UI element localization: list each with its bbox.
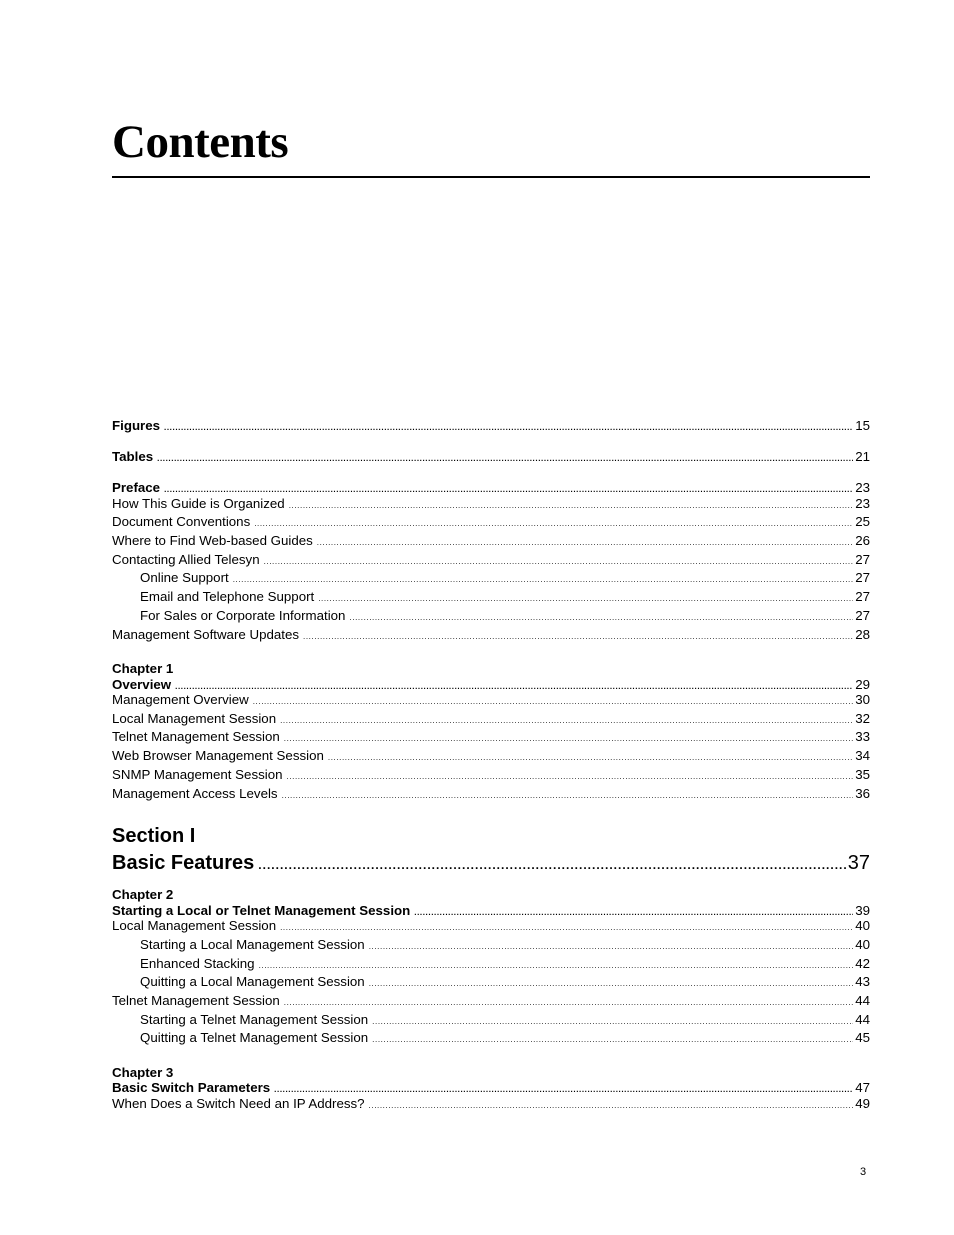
chapter-heading: Chapter 3 (112, 1065, 174, 1080)
toc-entry-page: 30 (855, 692, 870, 707)
toc-entry[interactable] (112, 532, 870, 550)
toc-entry-label: Management Software Updates (112, 627, 300, 642)
toc-entry-label: Quitting a Local Management Session (140, 974, 365, 989)
toc-entry-label: Telnet Management Session (112, 729, 280, 744)
leader-dots (280, 919, 853, 937)
toc-entry[interactable] (112, 513, 870, 531)
toc-entry-page: 27 (855, 570, 870, 585)
toc-entry-page: 37 (847, 852, 870, 874)
leader-dots (369, 1097, 854, 1115)
toc-subentry[interactable] (112, 955, 870, 973)
toc-entry-label: Web Browser Management Session (112, 748, 324, 763)
toc-entry-label: Online Support (140, 570, 229, 585)
toc-entry-label: Quitting a Telnet Management Session (140, 1030, 369, 1045)
toc-entry[interactable] (112, 766, 870, 784)
toc-entry-page: 29 (855, 677, 870, 692)
page-number: 3 (860, 1166, 867, 1178)
toc-entry-page: 40 (855, 918, 870, 933)
toc-entry-page: 42 (855, 956, 870, 971)
chapter-heading: Chapter 1 (112, 661, 174, 676)
toc-entry-page: 45 (855, 1030, 870, 1045)
toc-subentry[interactable] (112, 588, 870, 606)
toc-entry-label: Email and Telephone Support (140, 589, 315, 604)
toc-subentry[interactable] (112, 973, 870, 991)
toc-entry-label: Basic Switch Parameters (112, 1080, 271, 1095)
toc-entry-page: 26 (855, 533, 870, 548)
toc-entry-label: How This Guide is Organized (112, 496, 285, 511)
toc-entry-label: Local Management Session (112, 711, 277, 726)
leader-dots (254, 515, 853, 533)
leader-dots (233, 571, 854, 589)
toc-entry-page: 27 (855, 552, 870, 567)
toc-entry[interactable] (112, 728, 870, 746)
toc-entry-page: 49 (855, 1096, 870, 1111)
toc-entry-page: 44 (855, 993, 870, 1008)
toc-subentry[interactable] (112, 936, 870, 954)
toc-entry-figures[interactable] (112, 417, 870, 435)
toc-entry-page: 33 (855, 729, 870, 744)
leader-dots (284, 994, 853, 1012)
toc-entry-label: Where to Find Web-based Guides (112, 533, 313, 548)
toc-entry-page: 47 (855, 1080, 870, 1095)
toc-entry-page: 27 (855, 608, 870, 623)
toc-entry[interactable] (112, 495, 870, 513)
toc-entry-page: 23 (855, 496, 870, 511)
page-title: Contents (112, 116, 289, 168)
toc-entry-page: 32 (855, 711, 870, 726)
leader-dots (253, 693, 853, 711)
toc-entry-label: When Does a Switch Need an IP Address? (112, 1096, 365, 1111)
toc-entry-label: Starting a Telnet Management Session (140, 1012, 369, 1027)
leader-dots (328, 749, 853, 767)
toc-entry-page: 25 (855, 514, 870, 529)
toc-subentry[interactable] (112, 1029, 870, 1047)
leader-dots (286, 768, 853, 786)
toc-entry-page: 15 (855, 418, 870, 433)
toc-subentry[interactable] (112, 1011, 870, 1029)
leader-dots (349, 609, 853, 627)
toc-entry-label: Management Access Levels (112, 786, 278, 801)
toc-entry-section-title[interactable] (112, 850, 870, 876)
toc-entry-label: For Sales or Corporate Information (140, 608, 346, 623)
toc-entry-page: 39 (855, 903, 870, 918)
toc-entry-label: Figures (112, 418, 161, 433)
toc-entry-label: Starting a Local Management Session (140, 937, 365, 952)
section-heading: Section I (112, 825, 196, 847)
chapter-heading: Chapter 2 (112, 887, 174, 902)
toc-subentry[interactable] (112, 607, 870, 625)
leader-dots (258, 852, 845, 878)
toc-entry-label: Preface (112, 480, 161, 495)
toc-entry-page: 36 (855, 786, 870, 801)
leader-dots (303, 628, 853, 646)
toc-entry[interactable] (112, 551, 870, 569)
toc-entry-label: Overview (112, 677, 172, 692)
toc-entry-label: Management Overview (112, 692, 249, 707)
toc-entry[interactable] (112, 710, 870, 728)
toc-entry-page: 35 (855, 767, 870, 782)
toc-subentry[interactable] (112, 569, 870, 587)
toc-entry[interactable] (112, 1095, 870, 1113)
leader-dots (157, 450, 853, 468)
toc-entry-page: 34 (855, 748, 870, 763)
toc-entry-page: 21 (855, 449, 870, 464)
leader-dots (318, 590, 853, 608)
title-rule (112, 176, 870, 178)
toc-entry[interactable] (112, 691, 870, 709)
toc-entry-label: Tables (112, 449, 154, 464)
toc-entry-label: Contacting Allied Telesyn (112, 552, 260, 567)
leader-dots (369, 975, 854, 993)
leader-dots (282, 787, 854, 805)
toc-entry-label: Document Conventions (112, 514, 251, 529)
leader-dots (372, 1031, 853, 1049)
toc-entry-label: SNMP Management Session (112, 767, 283, 782)
leader-dots (164, 419, 853, 437)
toc-entry-page: 40 (855, 937, 870, 952)
leader-dots (369, 938, 854, 956)
toc-entry-tables[interactable] (112, 448, 870, 466)
toc-entry-label: Local Management Session (112, 918, 277, 933)
toc-entry-label: Telnet Management Session (112, 993, 280, 1008)
toc-entry-page: 28 (855, 627, 870, 642)
toc-entry-page: 27 (855, 589, 870, 604)
toc-entry-label: Enhanced Stacking (140, 956, 255, 971)
toc-entry[interactable] (112, 917, 870, 935)
toc-entry[interactable] (112, 747, 870, 765)
leader-dots (284, 730, 853, 748)
toc-entry[interactable] (112, 785, 870, 803)
toc-entry[interactable] (112, 626, 870, 644)
toc-entry-page: 23 (855, 480, 870, 495)
toc-entry-label: Basic Features (112, 852, 255, 874)
toc-entry-label: Starting a Local or Telnet Management Session (112, 903, 411, 918)
toc-entry-page: 44 (855, 1012, 870, 1027)
leader-dots (317, 534, 853, 552)
toc-entry-page: 43 (855, 974, 870, 989)
toc-entry[interactable] (112, 992, 870, 1010)
